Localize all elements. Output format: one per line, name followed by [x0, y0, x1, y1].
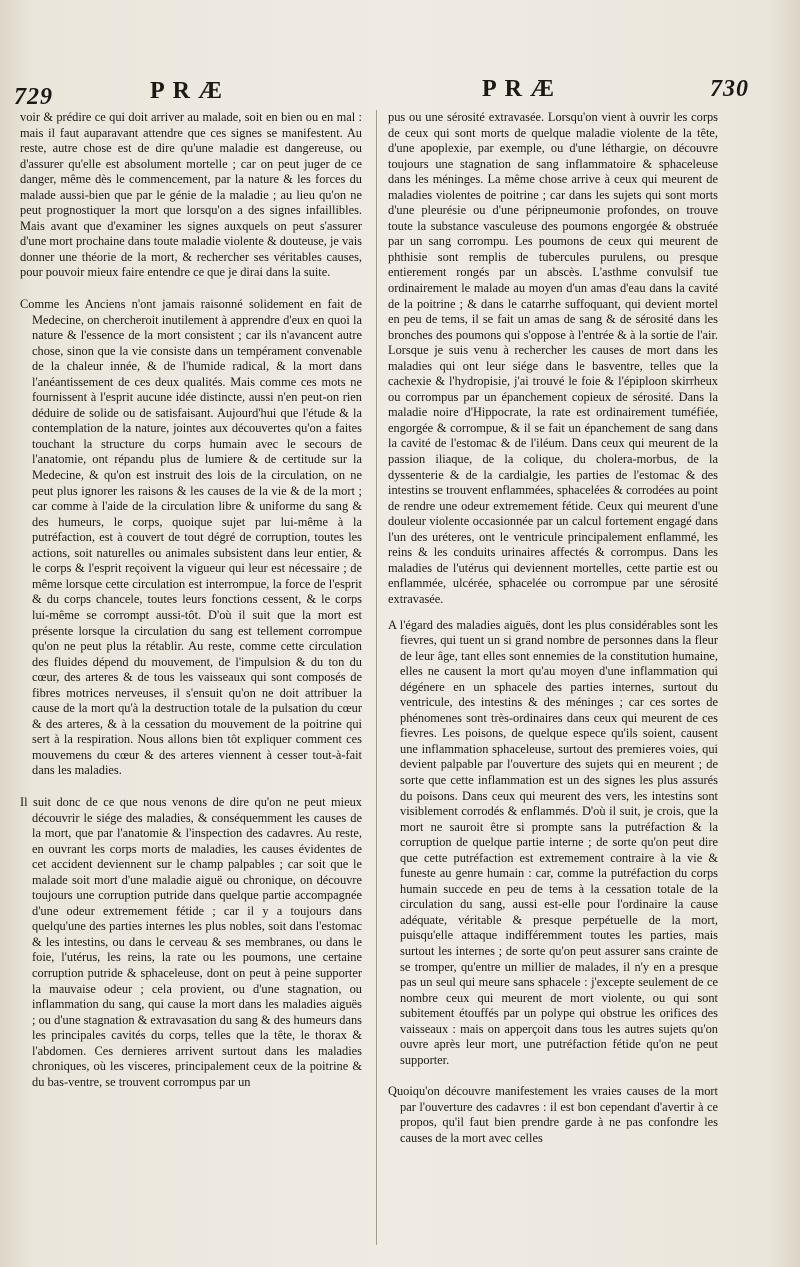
left-running-head: PRÆ [150, 78, 230, 104]
right-paragraph-3: Quoiqu'on découvre manifestement les vraies causes de la mort par l'ouverture des cadavres : il est bon cependant d'avertir à ce propos, qu'il faut bien prendre garde à ne pas confondre les causes de la mort avec celles [388, 1084, 718, 1145]
right-running-head: PRÆ [482, 76, 562, 102]
page-header [0, 78, 800, 110]
right-page-number: 730 [710, 76, 749, 102]
left-paragraph-2: Comme les Anciens n'ont jamais raisonné solidement en fait de Medecine, on chercheroit inutilement à apprendre d'eux en quoi la nature & l'essence de la mort consistent ; car ils n'avancent autre chose, sinon que la vie consiste dans un tempérament convenable de la chaleur innée, & de l'humide radical, & la mort dans l'anéantissement de ces deux qualités. Mais comme ces mots ne fournissent à l'esprit aucune idée distincte, aussi n'en peut-on rien déduire de solide ou de satisfaisant. Aujourd'hui que l'étude & la contemplation de la nature, jointes aux découvertes qu'on a faites touchant la structure du corps humain avec le secours de l'anatomie, ont répandu plus de lumiere & de certitude sur la Medecine, & qu'on est instruit des lois de la circulation, on ne peut plus ignorer les raisons & les causes de la vie & de la mort ; car comme à l'aide de la circulation libre & uniforme du sang & des humeurs, le corps, quoique sujet par lui-même à la putréfaction, est à couvert de tout dégré de corruption, toutes les actions, soit naturelles ou animales subsistent dans leur entier, & le corps & l'esprit reçoivent la vigueur qui leur est nécessaire ; de même lorsque cette circulation est interrompue, la force de l'esprit & du corps chancele, toutes leurs fonctions cessent, & le corps lui-même se corrompt aussi-tôt. D'où il suit que la mort est présente lorsque la circulation du sang est tellement corrompue qu'on ne peut plus la rétablir. Au reste, comme cette circulation des fluides dépend du mouvement, de l'impulsion & du ton du cœur, des arteres & de tous les vaisseaux qui sont composés de fibres motrices nerveuses, il s'ensuit qu'on ne doit attribuer la cause de la mort qu'à la destruction totale de la pulsation du cœur & des arteres, & à la cessation du mouvement de la poitrine qui sert à la respiration. Nous allons bien tôt expliquer comment ces mouvemens du cœur & des arteres viennent à cesser tout-à-fait dans les maladies. [20, 297, 362, 778]
right-column [388, 110, 718, 1147]
left-paragraph-3: Il suit donc de ce que nous venons de dire qu'on ne peut mieux découvrir le siége des maladies, & conséquemment les causes de la mort, que par l'anatomie & l'inspection des cadavres. Au reste, en ouvrant les corps morts de maladies, les causes évidentes de cet accident deviennent sur le champ palpables ; car soit que le malade soit mort d'une maladie aiguë ou chronique, on découvre toujours une corruption putride dans quelque partie accompagnée d'une odeur extremement fétide ; car il y a toujours dans quelqu'une des parties internes les plus nobles, soit dans l'estomac & les intestins, ou dans le cerveau & ses membranes, ou dans le foie, l'utérus, les reins, la rate ou les poumons, une certaine corruption putride & sphaceleuse, dont on peut à peine supporter la mauvaise odeur ; cela provient, ou d'une stagnation, ou inflammation du sang, qui cause la mort dans les maladies aiguës ; ou d'une stagnation & extravasation du sang & des humeurs dans les principales cavités du corps, telles que la tête, le thorax & l'abdomen. Ces dernieres arrivent surtout dans les maladies chroniques, où les visceres, principalement ceux de la poitrine & du bas-ventre, se trouvent corrompus par un [20, 794, 362, 1089]
left-column [20, 110, 362, 1090]
left-paragraph-1: voir & prédire ce qui doit arriver au malade, soit en bien ou en mal : mais il faut auparavant attendre que ces signes se manifestent. Au reste, autre chose est de dire qu'une maladie est dangereuse, ou d'assurer qu'elle est absolument mortelle ; car on peut juger de ce danger, même dès le commencement, par la nature & les forces du malade aussi-bien que par le génie de la maladie ; au lieu qu'on ne peut prognostiquer la mort que lorsqu'on a des signes infaillibles. Mais avant que d'examiner les signes auxquels on peut s'assurer d'une mort prochaine dans toute maladie violente & douteuse, je vais donner une théorie de la mort, & rechercher ses véritables causes, pour pouvoir mieux faire entendre ce que je dirai dans la suite. [20, 110, 362, 280]
right-paragraph-1: pus ou une sérosité extravasée. Lorsqu'on vient à ouvrir les corps de ceux qui sont morts de quelque maladie violente de la tête, d'une apoplexie, par exemple, ou d'une léthargie, on découvre toujours une stagnation de sang inflammatoire & sphaceleuse dans les méninges. La même chose arrive à ceux qui meurent de maladies violentes de poitrine ; car dans les sujets qui sont morts d'une pleurésie ou d'une péripneumonie profondes, on trouve toute la substance vasculeuse des poumons engorgée & obstruée par un sang corrompu. Les poumons de ceux qui meurent de phthisie sont remplis de tubercules purulens, ou presque entierement rongés par un abscès. L'asthme convulsif tue ordinairement le malade au moyen d'un amas d'eau dans la cavité de la poitrine ; & dans le catarrhe suffoquant, qui devient mortel en peu de tems, il se fait un amas de sang & de sérosité dans les bronches des poumons qui s'oppose à l'entrée & à la sortie de l'air. Lorsque je suis venu à rechercher les causes de mort dans les maladies qui ont leur siége dans le basventre, telles que la cachexie & l'hydropisie, j'ai trouvé le foie & l'épiploon skirrheux ou corrompus par un épanchement copieux de sérosité. Dans la maladie noire d'Hippocrate, la rate est ordinairement tuméfiée, engorgée & corrompue, & il se fait un épanchement de sang dans la cavité de l'estomac & de l'iléum. Dans ceux qui meurent de la passion iliaque, de la colique, du cholera-morbus, de la dyssenterie & de la cardialgie, les parties de l'estomac & des intestins se trouvent enflammées, sphacelées & corrodées au point de rendre une odeur extremement fétide. Ceux qui meurent d'une douleur violente occasionnée par un calcul fortement engagé dans l'un des uréteres, ont le ventricule principalement enflammé, les reins & les conduits urinaires affectés & corrompus. Dans les maladies de l'utérus qui deviennent mortelles, cette partie est ou enflammée, ulcérée, sphacelée ou corrompue par une sérosité extravasée. [388, 110, 718, 606]
left-page-number: 729 [14, 84, 53, 110]
column-divider [376, 110, 377, 1245]
right-paragraph-2: A l'égard des maladies aiguës, dont les plus considérables sont les fievres, qui tuent un si grand nombre de personnes dans la fleur de leur âge, tant elles sont ennemies de la constitution humaine, elles ne causent la mort qu'au moyen d'une inflammation qui dégénere en un sphacele des parties internes, surtout du ventricule, des intestins & des méninges ; car ces sortes de phénomenes sont très-ordinaires dans ceux qui meurent de ces fievres. Les poisons, de quelque espece qu'ils soient, causent une inflammation sphaceleuse, surtout des premieres voies, qui devient palpable par l'ouverture des sujets qui en meurent ; de sorte que cette inflammation est un des signes les plus assurés du poisons. Dans ceux qui meurent des vers, les intestins sont visiblement corrodés & enflammés. D'où il suit, je crois, que la mort ne sauroit être si prompte sans la putréfaction & la corruption de quelque partie interne ; de sorte qu'on peut dire que cette putréfaction est extremement contraire à la vie & funeste au genre humain : car, comme la putréfaction du corps humain succede en peu de tems à la cessation totale de la circulation du sang, aussi est-elle pour l'ordinaire la cause adéquate, véritable & presque perpétuelle de la mort, puisqu'elle attaque indifféremment toutes les parties, mais surtout les internes ; de sorte qu'on peut assurer sans crainte de se tromper, qu'entre un millier de malades, il n'y en a presque pas un seul qui meure sans sphacele : j'excepte seulement de ce nombre ceux qui meurent de mort violente, ou qui sont subitement étouffés par un polype qui obstrue les orifices des vaisseaux : mais on apperçoit dans tous les autres sujets qu'on ouvre après leur mort, une putréfaction fétide qu'on ne peut supporter. [388, 617, 718, 1067]
